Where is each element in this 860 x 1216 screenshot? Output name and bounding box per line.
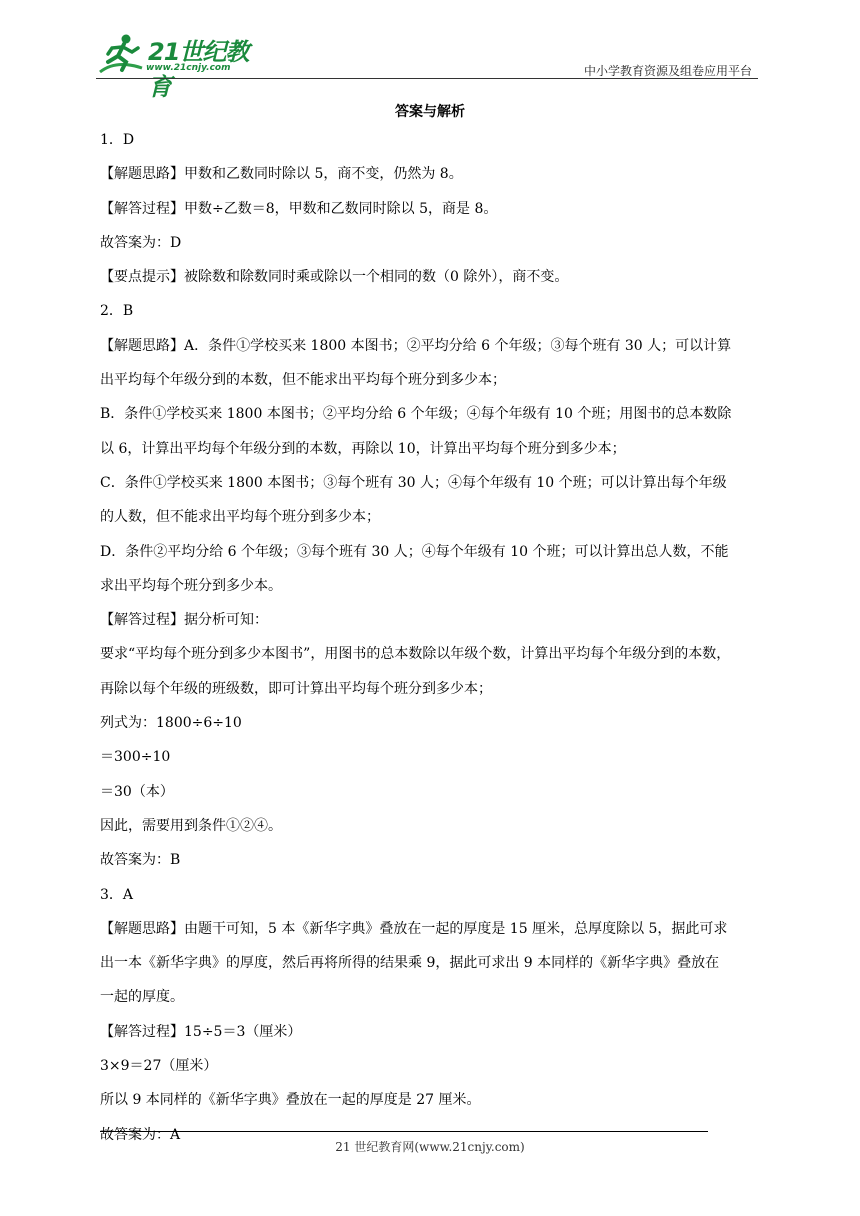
text-line: 【要点提示】被除数和除数同时乘或除以一个相同的数（0 除外），商不变。 [100, 269, 569, 286]
text-line: 出一本《新华字典》的厚度，然后再将所得的结果乘 9，据此可求出 9 本同样的《新华字典》叠放在 [100, 955, 720, 972]
runner-icon [96, 32, 146, 78]
text-line: 的人数，但不能求出平均每个班分到多少本； [100, 509, 380, 526]
text-line: 【解答过程】甲数÷乙数＝8，甲数和乙数同时除以 5，商是 8。 [100, 200, 498, 217]
text-line: 1．D [100, 132, 135, 148]
text-line: 一起的厚度。 [100, 989, 184, 1006]
text-line: B．条件①学校买来 1800 本图书；②平均分给 6 个年级；④每个年级有 10 个班；用图书的总本数除 [100, 406, 732, 423]
site-logo [96, 30, 266, 101]
page-title: 答案与解析 [395, 104, 465, 120]
footer-divider [100, 1131, 708, 1132]
text-line: 求出平均每个班分到多少本。 [100, 577, 282, 594]
text-line: 列式为：1800÷6÷10 [100, 715, 242, 732]
answer-content [100, 123, 764, 1152]
text-line: 【解答过程】据分析可知： [100, 612, 268, 629]
text-line: 故答案为：A [100, 1126, 181, 1143]
text-line: C．条件①学校买来 1800 本图书；③每个班有 30 人；④每个年级有 10 个班；可以计算出每个年级 [100, 474, 727, 491]
text-line: 【解题思路】甲数和乙数同时除以 5，商不变，仍然为 8。 [100, 166, 463, 183]
text-line: 2．B [100, 303, 134, 320]
text-line: 故答案为：D [100, 234, 182, 251]
text-line: 故答案为：B [100, 852, 181, 869]
text-line: D．条件②平均分给 6 个年级；③每个班有 30 人；④每个年级有 10 个班；可以计算出总人数，不能 [100, 543, 729, 560]
text-line: 要求“平均每个班分到多少本图书”，用图书的总本数除以年级个数，计算出平均每个年级分到的本数， [100, 646, 731, 663]
text-line: ＝300÷10 [100, 749, 171, 766]
text-line: 以 6，计算出平均每个年级分到的本数，再除以 10，计算出平均每个班分到多少本； [100, 440, 626, 457]
page-header [96, 30, 758, 101]
header-divider [96, 78, 758, 79]
logo-text: 21世纪教育 [148, 38, 249, 101]
text-line: ＝30（本） [100, 783, 174, 800]
text-line: 【解题思路】由题干可知，5 本《新华字典》叠放在一起的厚度是 15 厘米，总厚度除以 5，据此可求 [100, 920, 728, 937]
platform-name: 中小学教育资源及组卷应用平台 [583, 64, 752, 78]
logo-url: www.21cnjy.com [146, 63, 231, 73]
text-line: 【解答过程】15÷5＝3（厘米） [100, 1023, 302, 1040]
text-line: 出平均每个年级分到的本数，但不能求出平均每个班分到多少本； [100, 372, 506, 389]
text-line: 再除以每个年级的班级数，即可计算出平均每个班分到多少本； [100, 680, 492, 697]
text-line: 因此，需要用到条件①②④。 [100, 817, 282, 834]
text-line: 3×9＝27（厘米） [100, 1058, 218, 1075]
text-line: 3．A [100, 886, 134, 903]
page-footer: 21 世纪教育网(www.21cnjy.com) [335, 1140, 525, 1154]
text-line: 所以 9 本同样的《新华字典》叠放在一起的厚度是 27 厘米。 [100, 1092, 481, 1109]
text-line: 【解题思路】A．条件①学校买来 1800 本图书；②平均分给 6 个年级；③每个班有 30 人；可以计算 [100, 337, 732, 354]
